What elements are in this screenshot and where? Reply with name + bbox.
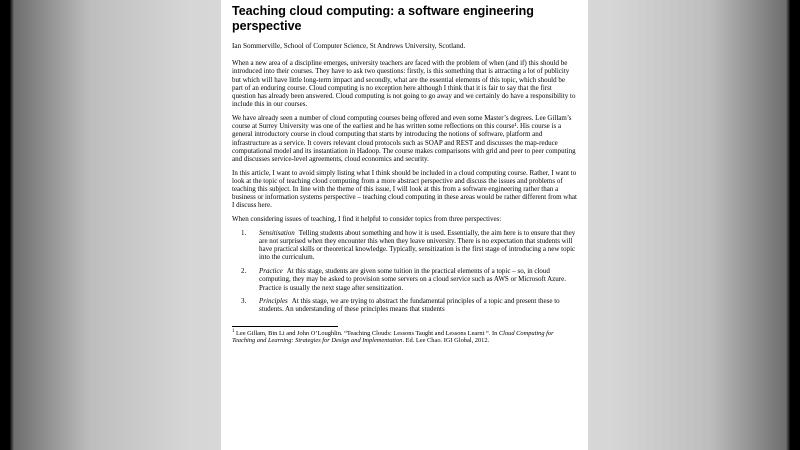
list-item-body — [259, 229, 577, 262]
list-item-text: At this stage, we are trying to abstract the fundamental principles of a topic and present these to students. An understanding of these principles means that students — [259, 297, 560, 314]
footnote-text-before: Lee Gillam, Bin Li and John O’Loughlin. “Teaching Clouds: Lessons Taught and Lessons Learnt “. In — [234, 329, 499, 337]
document-page — [221, 0, 588, 450]
footnote-marker: 1 — [232, 328, 235, 334]
list-item-number: 2. — [241, 267, 247, 276]
list-item-text: Telling students about something and how it is used. Essentially, the aim here is to ensure that they are not surprised when they encounter this when they leave university. There is no expectation that students will have practical skills or theoretical knowledge. Typically, sensitization is the first stage of introducing a new topic into the curriculum. — [259, 228, 576, 262]
footnote-book-title: Cloud Computing for Teaching and Learning: Strategies for Design and Implementation — [232, 329, 554, 345]
footnote-divider — [232, 326, 338, 327]
list-item-term: Sensitisation — [259, 228, 295, 237]
list-item-number: 1. — [241, 228, 247, 237]
right-black-bar — [790, 0, 800, 450]
footnote-text-after: . Ed. Lee Chao. IGI Global, 2012. — [402, 337, 490, 345]
list-item-number: 3. — [241, 297, 247, 306]
article-title: Teaching cloud computing: a software engineering perspective — [232, 4, 534, 33]
footnote — [232, 330, 577, 345]
list-item-text: At this stage, students are given some tuition in the practical elements of a topic – so, in cloud computing, they may be asked to provision some servers on a cloud service such as AWS or Microsoft Azure. Practice is usually the next stage after sensitization. — [259, 267, 566, 292]
paragraph-2: We have already seen a number of cloud computing courses being offered and even some Master’s degrees. Lee Gillam’s course at Surrey University was one of the earliest and he has written some reflections on this course¹. His course is a general introductory course in cloud computing that starts by introducing the notions of software, platform and infrastructure as a service. It covers relevant cloud protocols such as SOAP and REST and discusses the map-reduce computational model and its instantiation in Hadoop. The course makes comparisons with grid and peer to peer computing and discusses service-level agreements, cloud economics and security. — [232, 113, 576, 163]
paragraph-3: In this article, I want to avoid simply listing what I think should be included in a cloud computing course. Rather, I want to look at the topic of teaching cloud computing from a more abstract perspective and discuss the issues and problems of teaching this subject. In line with the theme of this issue, I will look at this from a software engineering rather than a business or information systems perspective – teaching cloud computing in these areas would be rather different from what I discuss here. — [232, 168, 577, 210]
list-item-term: Practice — [259, 267, 283, 276]
list-item-sensitisation — [232, 229, 577, 262]
list-item-term: Principles — [259, 297, 288, 306]
list-item-body — [259, 297, 577, 313]
list-item-practice — [232, 267, 577, 292]
list-item-principles — [232, 297, 577, 313]
list-item-body — [259, 267, 577, 292]
paragraph-4-list-intro: When considering issues of teaching, I find it helpful to consider topics from three perspectives: — [232, 215, 502, 224]
article-byline: Ian Sommerville, School of Computer Science, St Andrews University, Scotland. — [232, 42, 466, 50]
left-black-bar — [0, 0, 10, 450]
paragraph-1: When a new area of a discipline emerges, university teachers are faced with the problem of when (and if) this should be introduced into their courses. They have to ask two questions: firstly, is this something that is attracting a lot of publicity but which will have little long-term impact and secondly, what are the essential elements of this topic, which should be part of an enduring course. Cloud computing is no exception here although I think that it is fair to say that the first question has already been answered. Cloud computing is not going to go away and we certainly do have a responsibility to include this in our courses. — [232, 59, 576, 109]
